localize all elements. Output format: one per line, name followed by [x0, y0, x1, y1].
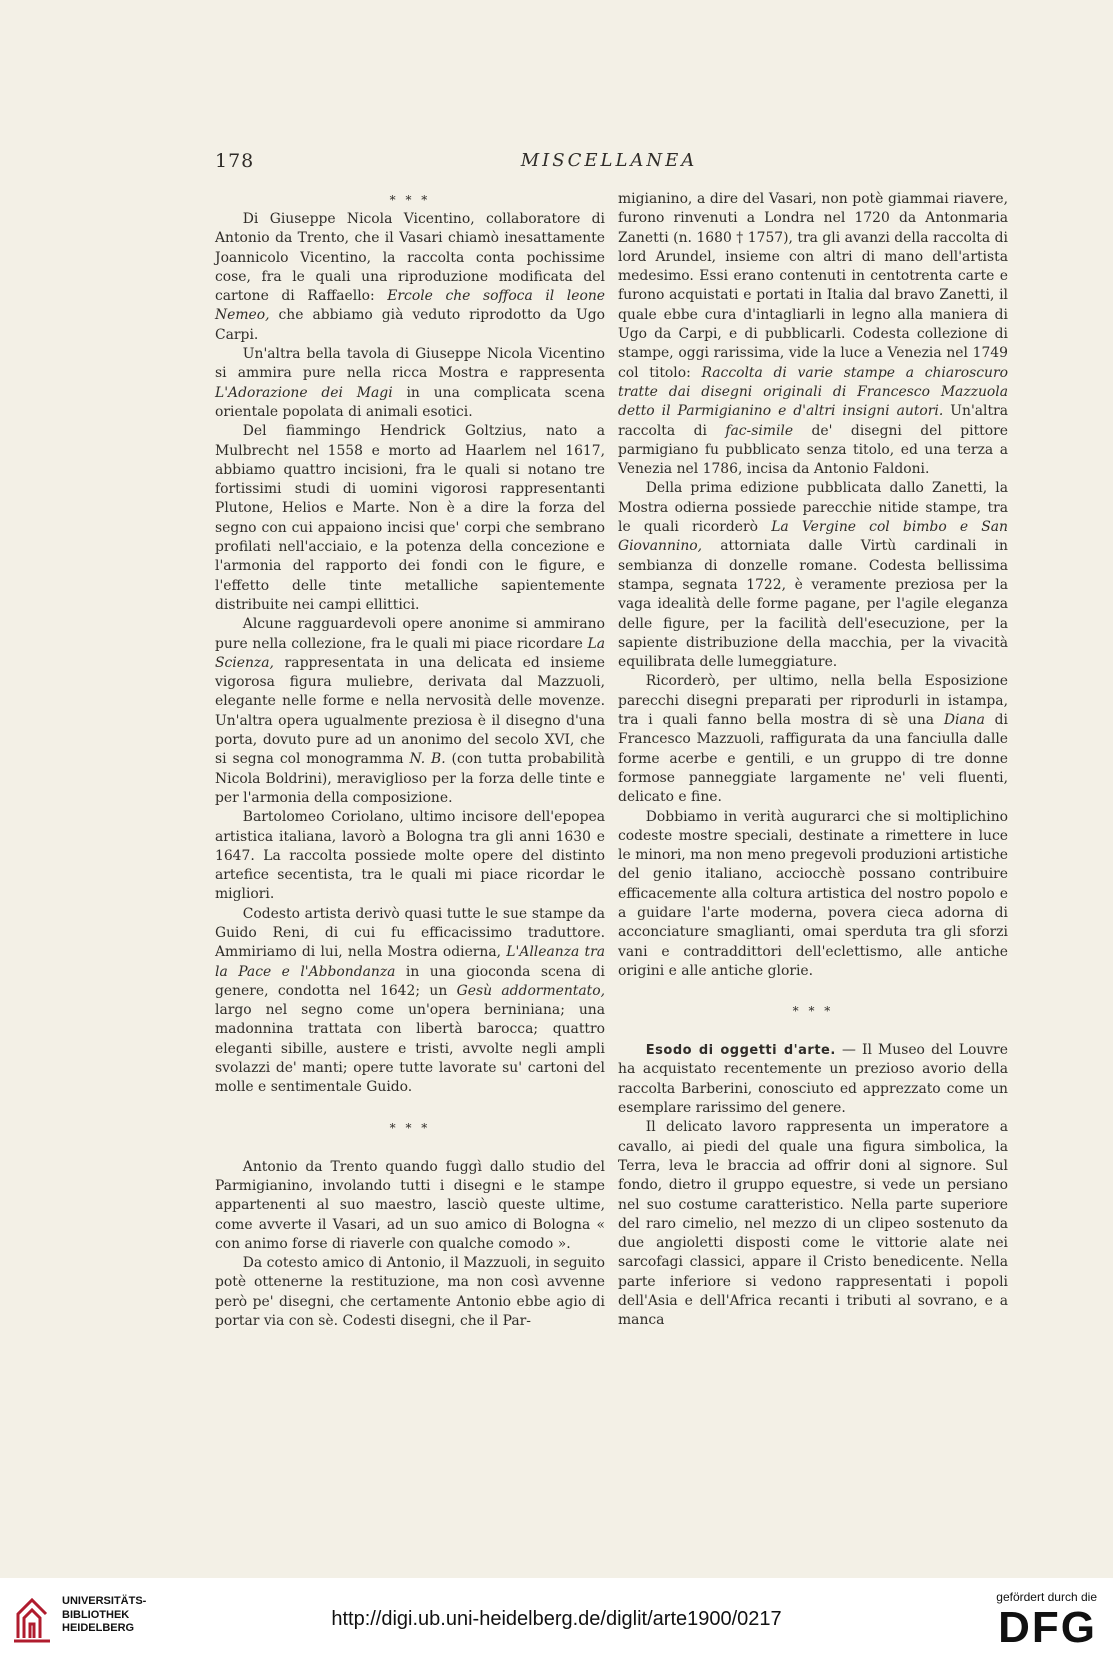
running-title: MISCELLANEA — [520, 150, 698, 171]
paragraph: Bartolomeo Coriolano, ultimo incisore dell'epopea artistica italiana, lavorò a Bologna tra gli anni 1630 e 1647. La raccolta possiede molte opere del distinto artefice secentista, tra le quali mi piace ricordar le migliori. — [215, 809, 605, 903]
institution-line-2: BIBLIOTHEK — [62, 1608, 130, 1621]
paragraph: Della prima edizione pubblicata dallo Zanetti, la Mostra odierna possiede parecchie nitide stampe, tra le quali ricorderò La Vergine col bimbo e San Giovannino, attorniata dalle Virtù cardinali in sembianza di donzelle romane. Codesta bellissima stampa, segnata 1722, è veramente preziosa per la vaga idealità delle forme pagane, per l'agile eleganza delle figure, per la facilità dell'esecuzione, per la sapiente distribuzione della macchia, per la vivacità equilibrata delle lumeggiature. — [618, 480, 1008, 671]
paragraph: Dobbiamo in verità augurarci che si moltiplichino codeste mostre speciali, destinate a rimettere in luce le minori, ma non meno pregevoli produzioni artistiche del genio italiano, acciocchè possano contribuire efficacemente alla coltura artistica del nostro popolo e a guidare l'arte moderna, povera cieca adorna di acconciature smaglianti, omai sperduta tra gli sforzi vani e contraddittori dell'eclettismo, alle antiche origini e alle antiche glorie. — [618, 808, 1008, 979]
footer-bar — [0, 1578, 1113, 1660]
page-number: 178 — [215, 150, 255, 172]
page-header — [215, 150, 1003, 178]
permalink-url[interactable]: http://digi.ub.uni-heidelberg.de/diglit/arte1900/0217 — [331, 1608, 782, 1630]
institution-line-3: HEIDELBERG — [62, 1622, 135, 1634]
paragraph: Ricorderò, per ultimo, nella bella Esposizione parecchi disegni preparati per riprodurli in istampa, tra i quali fanno bella mostra di sè una Diana di Francesco Mazzuoli, raffigurata da una fanciulla dalle forme acerbe e gentili, e un gruppo di tre donne formose panneggiate largamente ne' veli fluenti, delicato e fine. — [618, 673, 1009, 806]
section-separator: * * * — [389, 193, 431, 207]
paragraph: Esodo di oggetti d'arte. — Il Museo del Louvre ha acquistato recentemente un prezioso avorio della raccolta Barberini, conosciuto ed apprezzato come un esemplare rarissimo del genere. — [618, 1042, 1009, 1117]
paragraph: Da cotesto amico di Antonio, il Mazzuoli, in seguito potè ottenerne la restituzione, ma non così avvenne però pe' disegni, che certamente Antonio ebbe agio di portar via con sè. Codesti disegni, che il Par- — [215, 1255, 605, 1330]
paragraph: Antonio da Trento quando fuggì dallo studio del Parmigianino, involando tutti i disegni e le stampe appartenenti al suo maestro, lasciò queste ultime, come avverte il Vasari, ad un suo amico di Bologna « con animo forse di riaverle con qualche comodo ». — [215, 1158, 605, 1252]
paragraph: migianino, a dire del Vasari, non potè giammai riavere, furono rinvenuti a Londra nel 1720 da Antonmaria Zanetti (n. 1680 † 1757), tra gli avanzi della raccolta di lord Arundel, insieme con altri di mano dell'artista medesimo. Essi erano contenuti in centotrenta carte e furono acquistati e portati in Italia dal bravo Zanetti, il quale ebbe cura d'intagliarli in legno alla maniera di Ugo da Carpi, e di pubblicarli. Codesta collezione di stampe, oggi rarissima, vide la luce a Venezia nel 1749 col titolo: Raccolta di varie stampe a chiaroscuro tratte dai disegni originali di Francesco Mazzuola detto il Parmigianino e d'altri insigni autori. Un'altra raccolta di fac-simile de' disegni del pittore parmigiano fu pubblicato senza titolo, ed una terza a Venezia nel 1786, incisa da Antonio Faldoni. — [618, 191, 1009, 478]
institution-line-1: UNIVERSITÄTS- — [62, 1595, 147, 1607]
funded-by-label: gefördert durch die — [996, 1590, 1097, 1604]
paragraph: Codesto artista derivò quasi tutte le sue stampe da Guido Reni, di cui fu efficacissimo traduttore. Ammiriamo di lui, nella Mostra odierna, L'Alleanza tra la Pace e l'Abbondanza in una gioconda scena di genere, condotta nel 1642; un Gesù addormentato, largo nel segno come un'opera berniniana; una madonnina trattata con libertà barocca; quattro eleganti sibille, austere e tristi, avvolte negli ampli svolazzi de' manti; opere tutte lavorate su' cartoni del molle e sentimentale Guido. — [215, 905, 606, 1096]
paragraph: Di Giuseppe Nicola Vicentino, collaboratore di Antonio da Trento, che il Vasari chiamò inesattamente Joannicolo Vicentino, la raccolta conta pochissime cose, fra le quali una riproduzione modificata del cartone di Raffaello: Ercole che soffoca il leone Nemeo, che abbiamo già veduto riprodotto da Ugo Carpi. — [215, 211, 605, 343]
paragraph: Del fiammingo Hendrick Goltzius, nato a Mulbrecht nel 1558 e morto ad Haarlem nel 1617, abbiamo quattro incisioni, fra le quali si notano tre fortissimi studi di uomini vigorosi rappresentanti Plutone, Helios e Marte. Non è a dire la forza del segno con cui appaiono incisi que' corpi che sembrano profilati nell'acciaio, e la potenza della concezione e l'armonia del rapporto dei fondi con le figure, e l'effetto delle tinte metalliche sapientemente distribuite nei campi ellittici. — [215, 423, 605, 613]
left-column — [215, 190, 605, 1331]
paragraph: Un'altra bella tavola di Giuseppe Nicola Vicentino si ammira pure nella ricca Mostra e rappresenta L'Adorazione dei Magi in una complicata scena orientale popolata di animali esotici. — [215, 346, 605, 420]
right-column — [618, 190, 1008, 1331]
dfg-logo-icon[interactable]: DFG — [998, 1603, 1097, 1652]
paragraph: Il delicato lavoro rappresenta un imperatore a cavallo, ai piedi del quale una figura simbolica, la Terra, leva le braccia ad offrir doni al signore. Sul fondo, dietro il gruppo equestre, si vede un persiano nel suo costume caratteristico. Nella parte superiore del raro cimelio, nel mezzo di un clipeo sostenuto da due angioletti disposti come le vittorie alate nei sarcofagi classici, appare il Cristo benedicente. Nella parte inferiore si vedono rappresentati i popoli dell'Asia e dell'Africa recanti i tributi al sovrano, e a manca — [618, 1119, 1008, 1329]
paragraph: Alcune ragguardevoli opere anonime si ammirano pure nella collezione, fra le quali mi piace ricordare La Scienza, rappresentata in una delicata ed insieme vigorosa figura muliebre, derivata dal Mazzuoli, elegante nelle forme e nella nervosità delle movenze. Un'altra opera ugualmente preziosa è il disegno d'una porta, dovuto pure ad un anonimo del secolo XVI, che si segna col monogramma N. B. (con tutta probabilità Nicola Boldrini), meraviglioso per la forza delle tinte e per l'armonia della composizione. — [215, 616, 605, 806]
section-separator: * * * — [389, 1120, 431, 1135]
section-separator: * * * — [792, 1004, 834, 1019]
